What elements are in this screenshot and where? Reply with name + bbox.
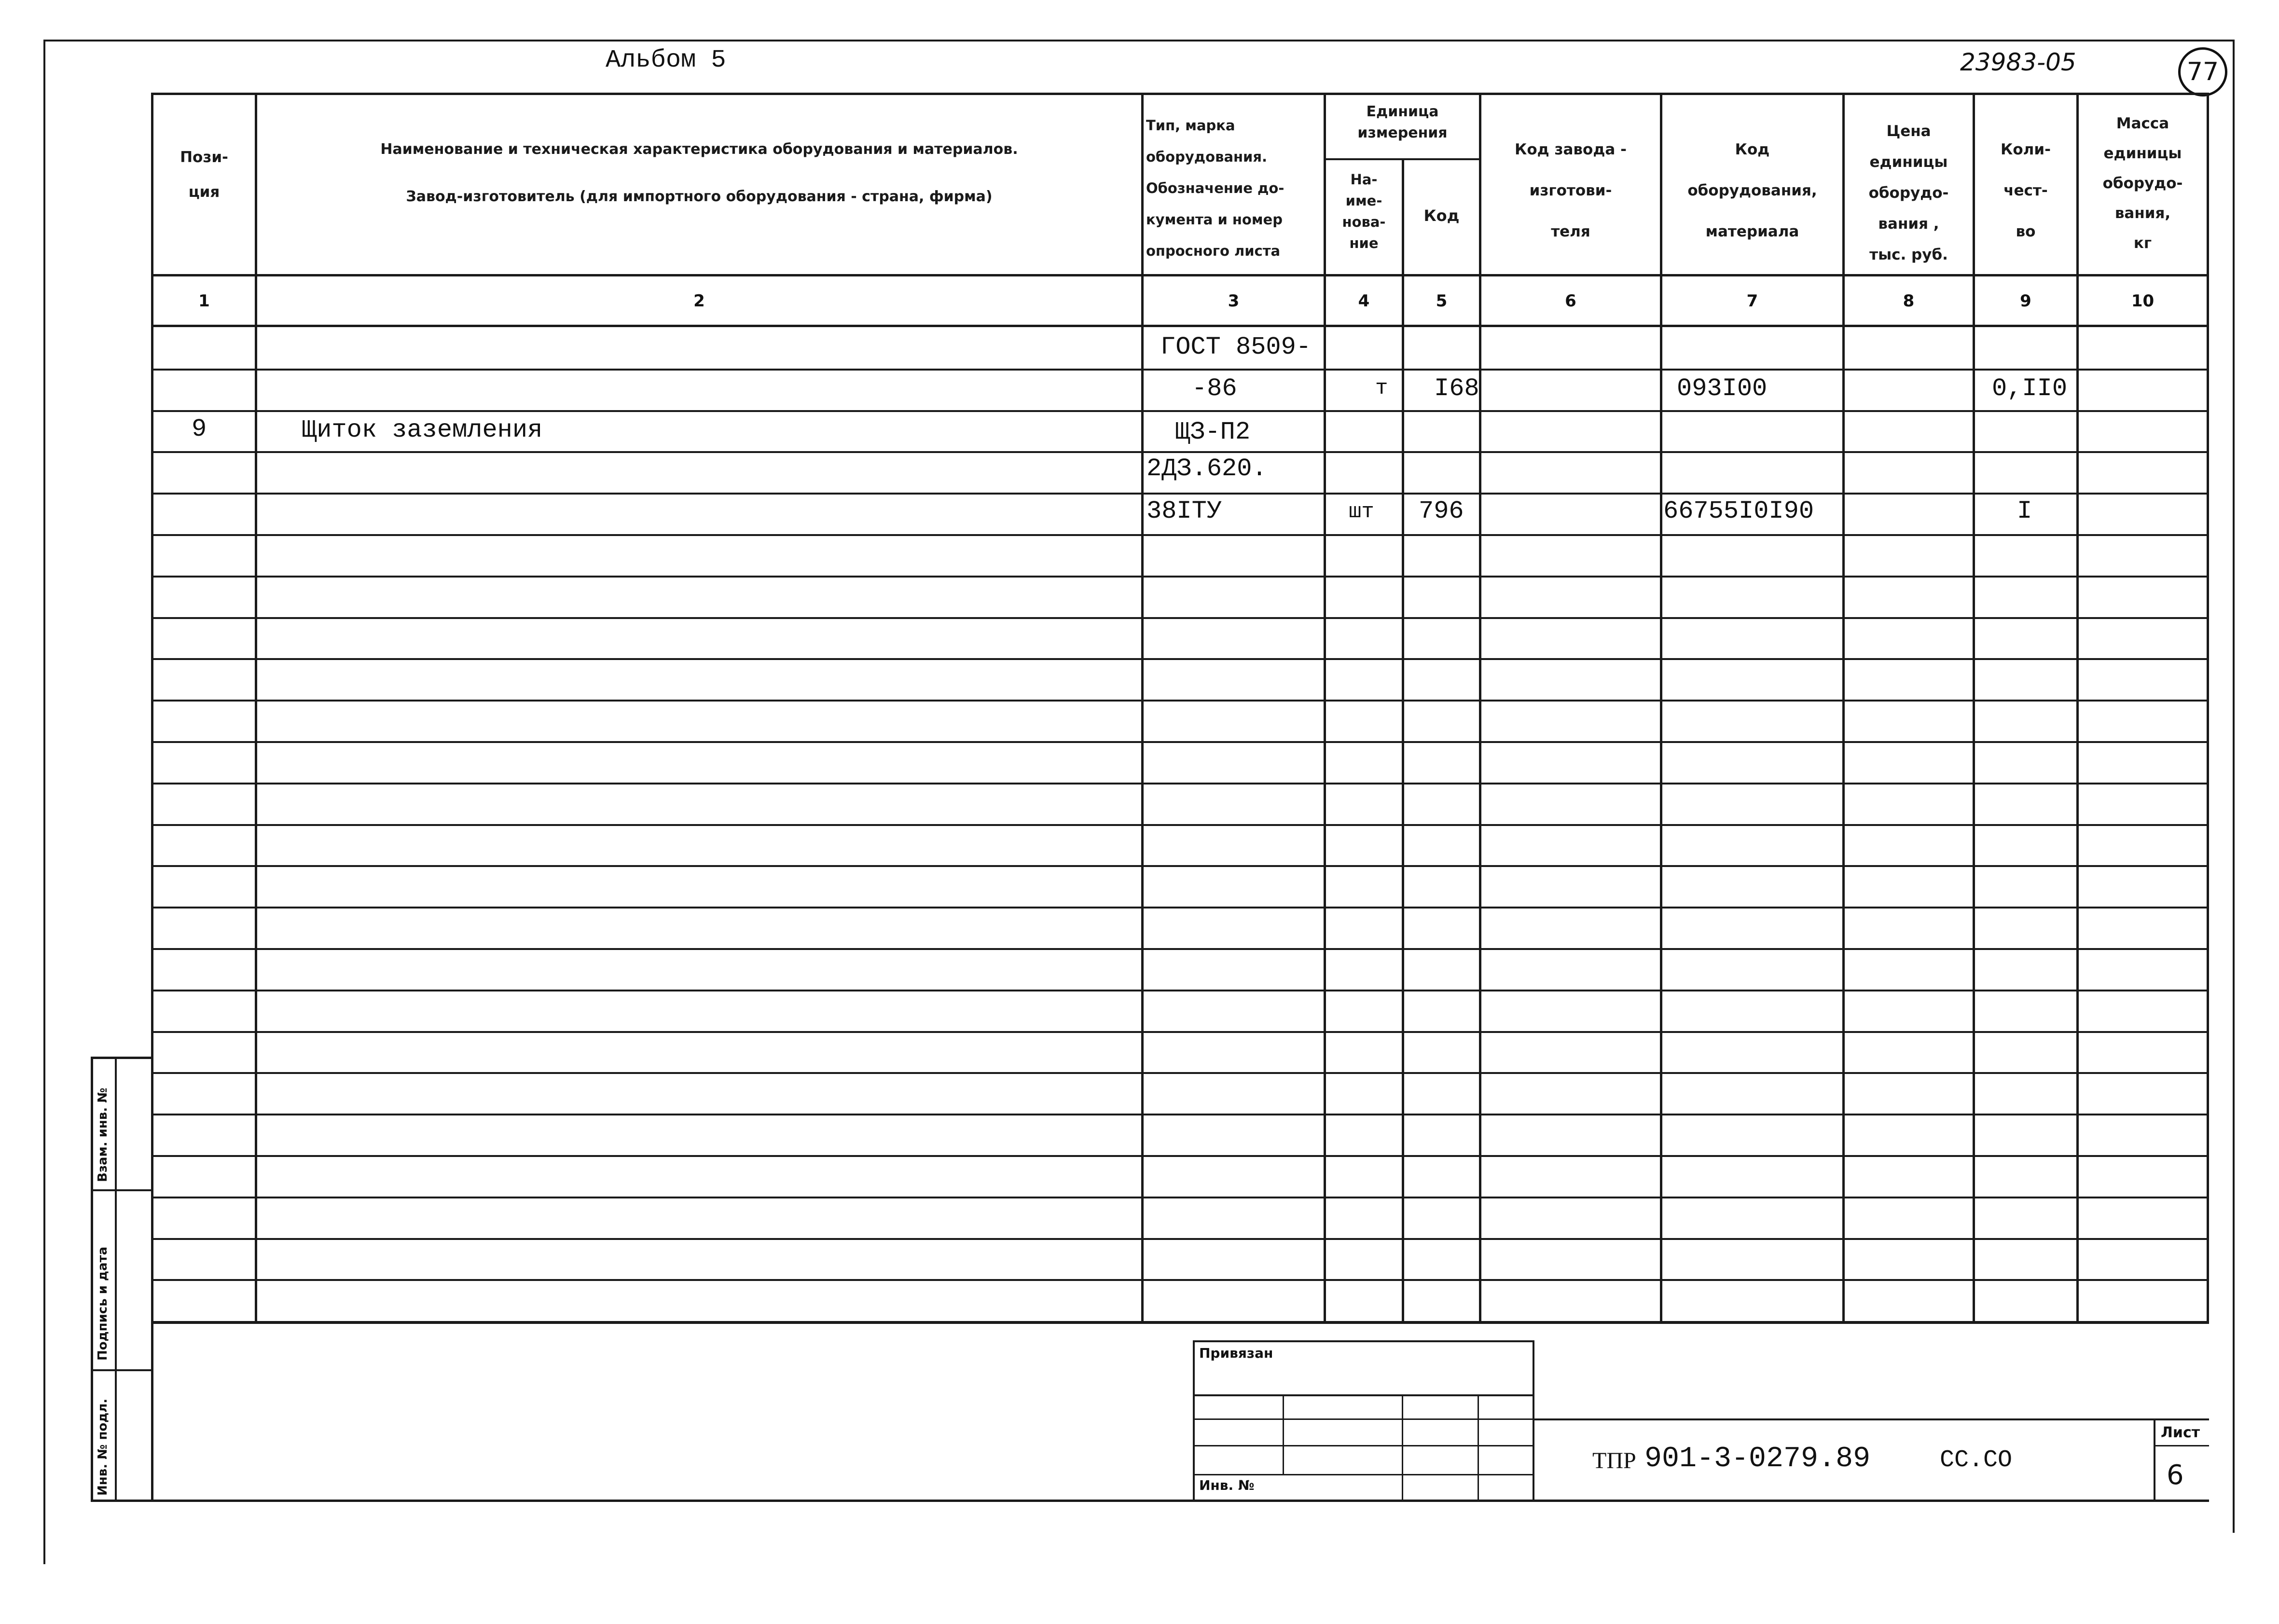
table-cell-type: -86	[1192, 374, 1237, 403]
table-row-line	[153, 493, 2207, 495]
col-number-10: 10	[2131, 291, 2155, 311]
side-stamp-inv-orig: Инв. № подл.	[96, 1398, 110, 1496]
col-number-4: 4	[1358, 291, 1370, 311]
side-stamp-mid	[115, 1057, 117, 1501]
table-cell-type: ЩЗ-П2	[1175, 418, 1251, 446]
sheet-number: 6	[2167, 1459, 2184, 1491]
side-stamp-bottom	[91, 1500, 2209, 1502]
table-cell-equipment-code: 66755I0I90	[1663, 497, 1814, 525]
table-row-line	[153, 1072, 2207, 1074]
side-stamp-sep1	[91, 1189, 153, 1191]
col-number-7: 7	[1746, 291, 1758, 311]
tied-box-left	[1193, 1340, 1195, 1501]
table-cell-type: ГОСТ 8509-	[1160, 333, 1312, 361]
stamp-inv-label: Инв. №	[1199, 1477, 1255, 1493]
tied-box-col1	[1283, 1394, 1284, 1474]
title-block-top	[1533, 1418, 2209, 1420]
unit-subheader-line	[1324, 158, 1480, 160]
designation: 901-3-0279.89	[1644, 1443, 1871, 1475]
col-number-2: 2	[693, 291, 705, 311]
sheet-box-sep	[2154, 1445, 2209, 1446]
side-stamp-left	[91, 1057, 93, 1501]
col-header-name-line1: Наименование и техническая характеристика оборудования и материалов.	[380, 141, 1018, 158]
table-cell-unit-code: I68	[1434, 374, 1479, 403]
col-header-quantity: Коли- чест- во	[2001, 141, 2051, 240]
table-cell-unit-code: 796	[1419, 497, 1464, 525]
table-row-line	[153, 783, 2207, 784]
table-row-line	[153, 1031, 2207, 1033]
table-row-line	[153, 1279, 2207, 1281]
tied-box-row3	[1193, 1445, 1534, 1446]
col-number-8: 8	[1903, 291, 1915, 311]
table-cell-unit-name: шт	[1349, 500, 1374, 524]
col-header-mass: Масса единицы оборудо- вания, кг	[2102, 115, 2183, 252]
left-border	[43, 40, 45, 1564]
side-stamp-sep2	[91, 1369, 153, 1371]
col-number-1: 1	[198, 291, 210, 311]
col-header-type: Тип, марка оборудования. Обозначение до- кумента и номер опросного листа	[1146, 117, 1285, 259]
table-row-line	[153, 369, 2207, 371]
col-header-position: Пози- ция	[180, 149, 228, 201]
side-stamp-inv-replace: Взам. инв. №	[96, 1087, 110, 1182]
table-row-line	[153, 865, 2207, 867]
page-circle	[2178, 47, 2227, 96]
table-cell-quantity: I	[2017, 497, 2032, 525]
tied-box-col2	[1402, 1394, 1403, 1501]
table-top	[151, 93, 2209, 95]
table-cell-unit-name: т	[1375, 376, 1388, 400]
side-stamp-top	[91, 1057, 153, 1059]
tied-box-row1	[1193, 1394, 1534, 1396]
table-cell-position: 9	[192, 415, 207, 443]
table-row-line	[153, 617, 2207, 619]
sheet-box-left	[2154, 1418, 2155, 1501]
table-cell-quantity: 0,II0	[1992, 374, 2068, 403]
table-row-line	[153, 410, 2207, 412]
album-label: Альбом 5	[606, 46, 726, 74]
page-circle-number: 77	[2186, 57, 2219, 86]
top-border	[43, 40, 2234, 41]
table-bottom	[151, 1321, 2209, 1324]
stamp-code: СС.СО	[1940, 1446, 2013, 1474]
tied-label: Привязан	[1199, 1345, 1273, 1361]
tied-box-row4	[1193, 1474, 1534, 1475]
col-header-name-line2: Завод-изготовитель (для импортного оборудования - страна, фирма)	[406, 188, 993, 205]
col-header-plant-code: Код завода - изготови- теля	[1515, 141, 1627, 240]
col-header-unit: Единица измерения	[1357, 103, 1448, 141]
table-row-line	[153, 658, 2207, 660]
table-cell-type: 38IТУ	[1146, 497, 1222, 525]
table-row-line	[153, 824, 2207, 826]
tied-box-top	[1193, 1340, 1534, 1342]
table-row-line	[153, 534, 2207, 536]
bottom-frame-left	[151, 1322, 153, 1501]
tied-box-row2	[1193, 1418, 1534, 1420]
table-row-line	[153, 990, 2207, 991]
tied-box-col3	[1478, 1394, 1479, 1501]
table-row-line	[153, 700, 2207, 702]
col-number-9: 9	[2020, 291, 2031, 311]
table-row-line	[153, 576, 2207, 578]
col-header-unit-name: На- име- нова- ние	[1342, 171, 1386, 251]
table-cell-equipment-code: 093I00	[1677, 374, 1768, 403]
table-row-line	[153, 451, 2207, 453]
table-row-line	[153, 741, 2207, 743]
table-cell-name: Щиток заземления	[302, 416, 543, 444]
doc-number: 23983-05	[1960, 48, 2076, 76]
table-row-line	[153, 948, 2207, 950]
col-line-right	[2207, 93, 2209, 1323]
col-number-5: 5	[1436, 291, 1448, 311]
right-border	[2233, 40, 2235, 1533]
table-row-line	[153, 1197, 2207, 1198]
table-row-line	[153, 1238, 2207, 1240]
table-cell-type: 2ДЗ.620.	[1146, 454, 1267, 483]
tied-box-right	[1533, 1340, 1534, 1501]
col-number-6: 6	[1565, 291, 1576, 311]
table-row-line	[153, 1114, 2207, 1115]
table-row-line	[153, 1155, 2207, 1157]
col-header-unit-code: Код	[1423, 206, 1460, 225]
table-row-line	[153, 907, 2207, 908]
col-number-3: 3	[1228, 291, 1240, 311]
designation-prefix: ТПР	[1592, 1448, 1636, 1473]
side-stamp-sign-date: Подпись и дата	[96, 1246, 110, 1361]
sheet-label: Лист	[2161, 1424, 2200, 1441]
col-header-equipment-code: Код оборудования, материала	[1687, 141, 1817, 240]
col-header-price: Цена единицы оборудо- вания , тыс. руб.	[1868, 123, 1949, 263]
